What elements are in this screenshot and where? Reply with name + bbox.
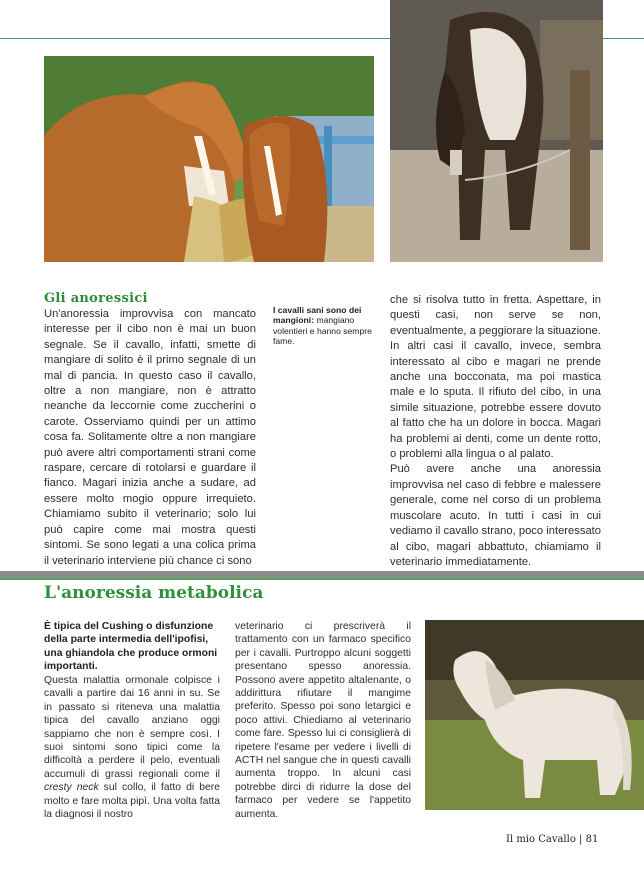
paragraph: che si risolva tutto in fretta. Aspettare, in questi casi, non serve se non, eventualmente, a peggiorare la situazione. (390, 294, 601, 337)
top-rule-right (603, 38, 644, 39)
paragraph: Un'anoressia improvvisa con mancato interesse per il cibo non è mai un buon segnale. Se il cavallo, infatti, smette di mangiare di solito è il primo segnale di un mal di pancia. In questo caso il cavallo, oltre a non mangiare, non è attratto neanche da leccornie come zuccherini o carote. Osserviamo quindi per un attimo cosa fa. Solitamente oltre a non mangiare può avere altri comportamenti strani come raspare, cercare di rotolarsi e guardare il fianco. Magari inizia anche a sudare, ad essere molto mogio oppure irrequieto. Chiamiamo subito il veterinario; solo lui può capire come mai mostra questi sintomi. Se sono legati a una colica prima il veterinario interviene più chance ci sono (44, 308, 256, 567)
caption-text: mangiano volentieri e hanno sempre fame. (273, 315, 372, 347)
article-column-5 (235, 620, 411, 821)
section-lead: È tipica del Cushing o disfunzione della parte intermedia dell'ipofisi, una ghiandola che produce ormoni importanti. (44, 621, 218, 672)
photo-caption (273, 305, 373, 347)
paragraph: Può avere anche una anoressia improvvisa nel caso di febbre e malessere generale, come nel corso di un problema muscolare acuto. In tutti i casi in cui vediamo il cavallo strano, poco interessato al cibo, magari abbattuto, chiamiamo il veterinario immediatamente. (390, 463, 601, 568)
section-title-anoressia-metabolica: L'anoressia metabolica (44, 583, 264, 603)
top-rule (0, 38, 390, 39)
section-divider-band (0, 571, 644, 578)
section-divider-accent (0, 578, 644, 580)
text-run: Questa malattia ormonale colpisce i cavalli a partire dai 16 anni in su. Se in passato si riteneva una malattia tipica del cavallo anziano oggi sappiamo che non è sempre così. I suoi sintomi sono tipici come la difficoltà a perdere il pelo, eventuali accumuli di grassi regionali come il (44, 675, 220, 780)
italic-term: cresty neck (44, 782, 99, 794)
article-column-1 (44, 307, 256, 569)
photo-two-horses-eating-hay (44, 56, 374, 262)
article-column-3 (390, 293, 601, 570)
text-run: sul collo, il fatto di bere molto e fare molta pipì. Una volta fatta la diagnosi il nostro (44, 782, 220, 821)
paragraph: veterinario ci prescriverà il trattamento con un farmaco specifico per i cavalli. Purtroppo alcuni soggetti presentano spesso anoressia. Possono avere appetito altalenante, o addirittura rifiutare il mangime preferito. Spesso poi sono letargici e poco attivi. Chiediamo al veterinario come fare. Spesso lui ci consiglierà di ripetere l'esame per vedere i livelli di ACTH nel sangue che in questi cavalli aumenta troppo. In alcuni casi potrebbe dirci di ridurre la dose del farmaco per vedere se l'appetito aumenta. (235, 621, 411, 820)
section-heading-anoressici: Gli anoressici (44, 291, 148, 306)
article-column-4 (44, 674, 220, 821)
paragraph: In altri casi il cavallo, invece, sembra interessato al cibo e magari ne prende anche una bocconata, ma poi mastica male e lo sputa. Il rifiuto del cibo, in una simile situazione, potrebbe essere dovuto al fatto che ha un dolore in bocca. Magari ha problemi ai denti, come un dente rotto, o problemi alla lingua o al palato. (390, 340, 601, 461)
caption-bold: I cavalli sani sono dei mangioni: (273, 305, 362, 326)
paragraph (44, 674, 220, 821)
photo-piebald-horse-tied (390, 0, 603, 262)
page-number: 81 (585, 834, 599, 845)
photo-white-shaggy-pony (425, 620, 644, 810)
page-footer (506, 834, 598, 845)
magazine-name: Il mio Cavallo (506, 834, 576, 845)
footer-separator: | (575, 834, 586, 845)
